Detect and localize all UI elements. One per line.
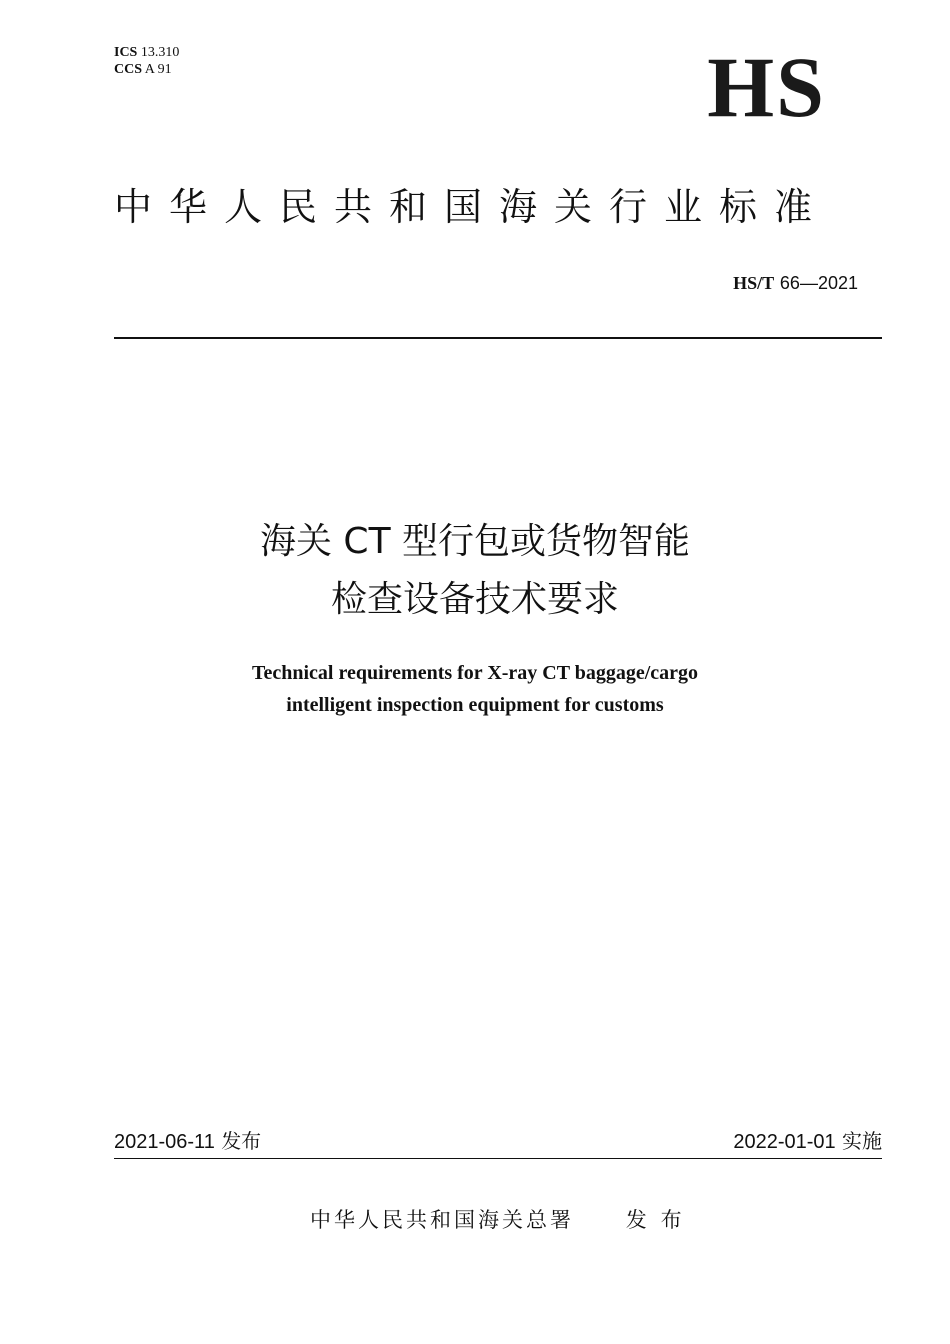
ics-label: ICS <box>114 45 138 60</box>
bottom-divider <box>114 1158 882 1159</box>
issue-date <box>114 1128 261 1155</box>
chinese-title-line-2: 检查设备技术要求 <box>330 579 619 620</box>
ccs-code-line <box>114 61 179 78</box>
issue-date-value: 2021-06-11 <box>114 1131 215 1153</box>
ics-code-line <box>114 44 179 61</box>
ccs-value: A 91 <box>144 62 172 77</box>
standard-number <box>733 272 858 295</box>
ics-value: 13.310 <box>140 45 180 60</box>
issuer-action: 发布 <box>625 1208 696 1232</box>
classification-codes <box>114 44 179 78</box>
effective-date-label: 实施 <box>842 1129 882 1153</box>
hs-logo: HS <box>707 39 826 135</box>
ccs-label: CCS <box>114 62 143 77</box>
chinese-title-line-1: 海关 CT 型行包或货物智能 <box>259 521 690 562</box>
english-title-line-1: Technical requirements for X-ray CT baggage/cargo <box>251 662 699 684</box>
standard-category-heading: 中华人民共和国海关行业标准 <box>114 185 830 229</box>
effective-date-value: 2022-01-01 <box>733 1131 836 1153</box>
issuer-name: 中华人民共和国海关总署 <box>310 1208 574 1232</box>
standard-number-value: 66—2021 <box>779 273 858 293</box>
standard-number-prefix: HS/T <box>733 273 775 293</box>
english-title-line-2: intelligent inspection equipment for customs <box>286 694 664 716</box>
issue-date-label: 发布 <box>221 1129 262 1153</box>
top-divider <box>114 337 882 339</box>
issuing-authority <box>310 1206 696 1234</box>
effective-date <box>733 1128 882 1155</box>
